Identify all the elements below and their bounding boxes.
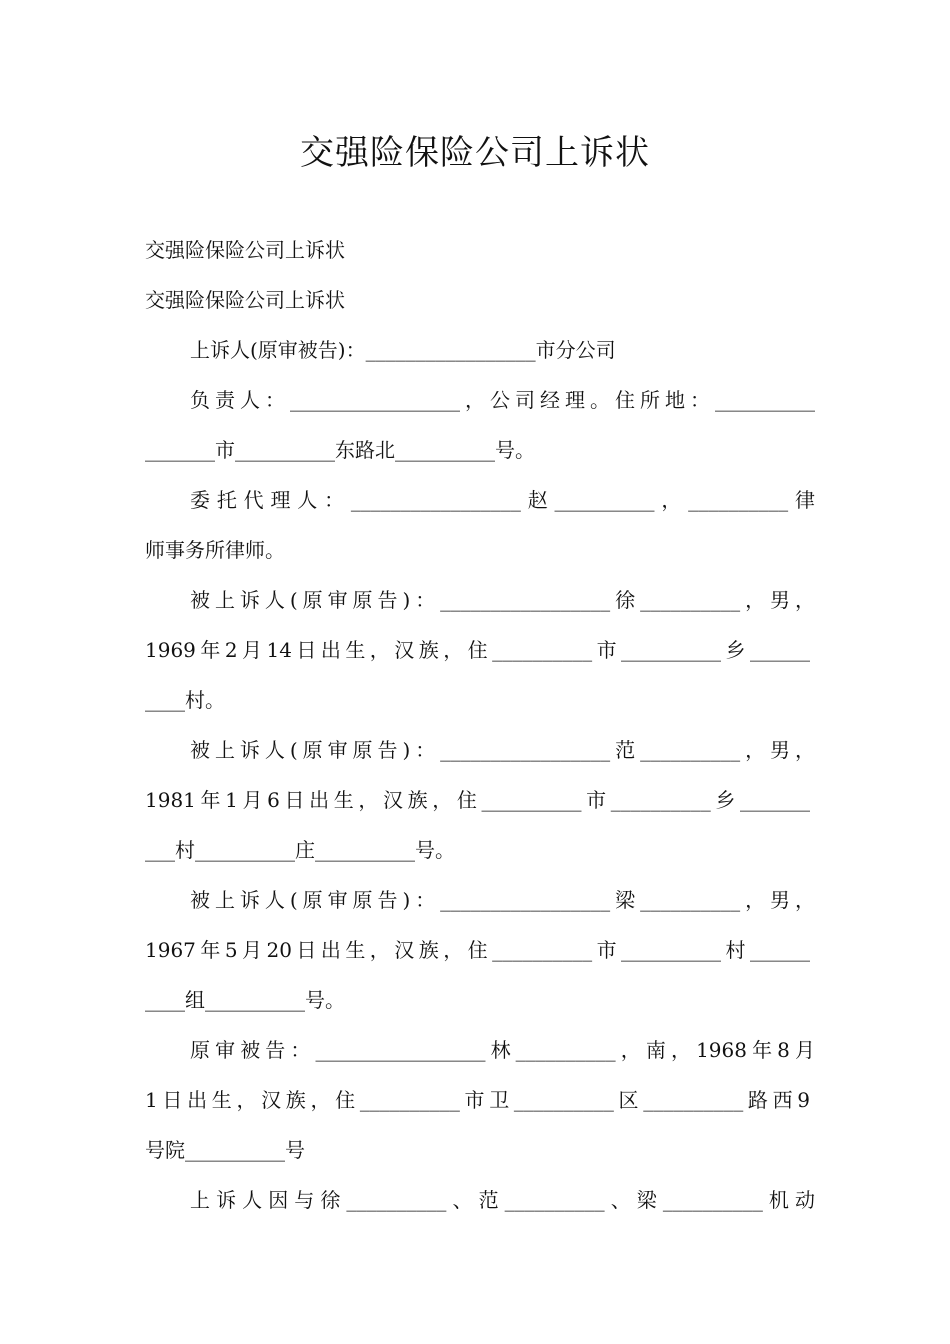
appellee-detail-line: ___村__________庄__________号。 (145, 838, 455, 862)
original-defendant-detail-line: 号院__________号 (145, 1138, 305, 1162)
document-title: 交强险保险公司上诉状 (300, 133, 650, 173)
appellee-detail-line: 1967年5月20日出生，汉族，住__________市__________村______ (145, 938, 810, 962)
appellee-detail-line: ____组__________号。 (145, 988, 345, 1012)
original-defendant-detail-line: 1日出生，汉族，住__________市卫__________区__________路西9 (145, 1088, 810, 1112)
appellee-detail-line: ____村。 (145, 688, 225, 712)
original-defendant-line: 原审被告：_________________林__________，南，1968年8月 (190, 1038, 815, 1062)
appellee-detail-line: 1969年2月14日出生，汉族，住__________市__________乡______ (145, 638, 810, 662)
appellee-detail-line: 1981年1月6日出生，汉族，住__________市__________乡_______ (145, 788, 810, 812)
address-line: _______市__________东路北__________号。 (145, 438, 535, 462)
appellant-line: 上诉人(原审被告)：_________________市分公司 (190, 338, 616, 362)
appellee-line: 被上诉人(原审原告)：_________________梁__________，男， (190, 888, 815, 912)
appellee-line: 被上诉人(原审原告)：_________________范__________，男， (190, 738, 815, 762)
subtitle-line: 交强险保险公司上诉状 (145, 238, 345, 262)
agent-line: 委托代理人：_________________赵__________，__________律 (190, 488, 815, 512)
appellee-line: 被上诉人(原审原告)：_________________徐__________，男， (190, 588, 815, 612)
body-paragraph-line: 上诉人因与徐__________、范__________、梁__________机动 (190, 1188, 815, 1212)
subtitle-line: 交强险保险公司上诉状 (145, 288, 345, 312)
agent-firm-line: 师事务所律师。 (145, 538, 285, 562)
responsible-person-line: 负责人：_________________，公司经理。住所地：__________ (190, 388, 815, 412)
